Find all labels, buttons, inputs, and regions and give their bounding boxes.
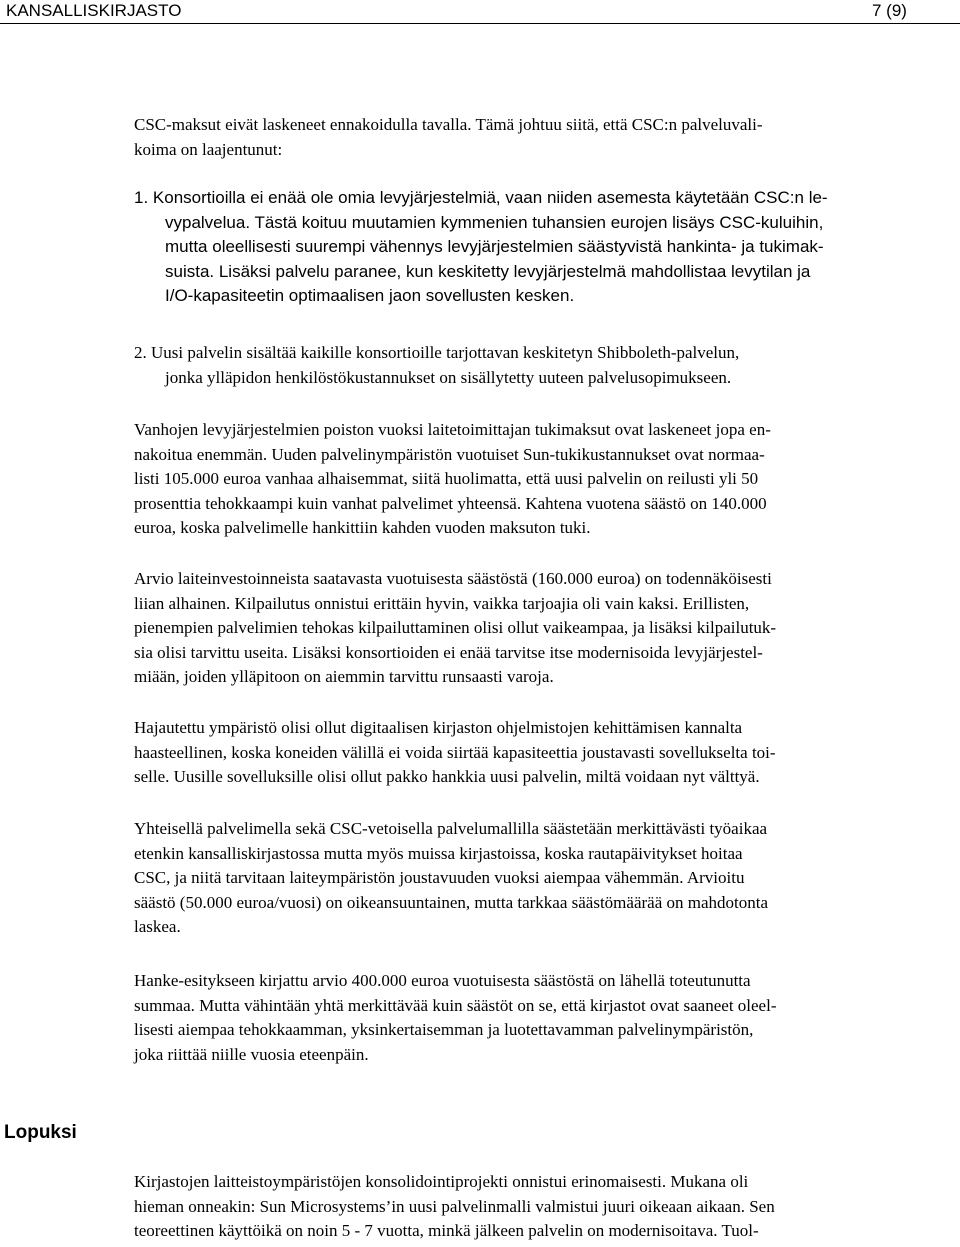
text-line: hieman onneakin: Sun Microsystems’in uusi palvelinmalli valmistui juuri oikeaan aikaan. Sen: [134, 1196, 775, 1216]
text-line: mutta oleellisesti suurempi vähennys levyjärjestelmien säästyvistä hankinta- ja tukimak-: [165, 237, 824, 256]
intro-paragraph: [134, 113, 956, 162]
header-title: KANSALLISKIRJASTO: [6, 1, 182, 20]
text-line: teoreettinen käyttöikä on noin 5 - 7 vuotta, minkä jälkeen palvelin on modernisoitava. Tuol-: [134, 1221, 759, 1240]
text-line: Yhteisellä palvelimella sekä CSC-vetoisella palvelumallilla säästetään merkittävästi työaikaa: [134, 819, 768, 838]
text-line: 2. Uusi palvelin sisältää kaikille konsortioille tarjottavan keskitetyn Shibboleth-palvelun,: [134, 343, 740, 362]
text-line: CSC, ja niitä tarvitaan laiteympäristön joustavuuden vuoksi aiempaa vähemmän. Arvioitu: [134, 868, 745, 887]
text-line: liian alhainen. Kilpailutus onnistui erittäin hyvin, vaikka tarjoajia oli vain kaksi. Erillisten,: [134, 593, 750, 613]
text-line: euroa, koska palvelimelle hankittiin kahden vuoden maksuton tuki.: [134, 518, 591, 537]
text-line: suista. Lisäksi palvelu paranee, kun keskitetty levyjärjestelmä mahdollistaa levytilan ja: [165, 261, 811, 281]
paragraph-yhteisella: [134, 817, 956, 940]
text-line: vypalvelua. Tästä koituu muutamien kymmenien tuhansien eurojen lisäys CSC-kuluihin,: [165, 212, 824, 232]
paragraph-hajautettu: [134, 716, 956, 790]
text-line: Hanke-esitykseen kirjattu arvio 400.000 euroa vuotuisesta säästöstä on lähellä toteutunutta: [134, 971, 751, 990]
text-line: CSC-maksut eivät laskeneet ennakoidulla tavalla. Tämä johtuu siitä, että CSC:n palveluvali-: [134, 115, 763, 134]
page-header: [0, 0, 960, 24]
text-line: Kirjastojen laitteistoympäristöjen konsolidointiprojekti onnistui erinomaisesti. Mukana oli: [134, 1172, 749, 1191]
section-heading-lopuksi: Lopuksi: [4, 1122, 77, 1143]
paragraph-hanke: [134, 969, 956, 1067]
text-line: Hajautettu ympäristö olisi ollut digitaalisen kirjaston ohjelmistojen kehittämisen kannalta: [134, 718, 743, 737]
text-line: 1. Konsortioilla ei enää ole omia levyjärjestelmiä, vaan niiden asemesta käytetään CSC:n le-: [134, 188, 828, 207]
text-line: lisesti aiempaa tehokkaamman, yksinkertaisemman ja luotettavamman palvelinympäristön,: [134, 1020, 754, 1039]
text-line: miään, joiden ylläpitoon on aiemmin tarvittu runsaasti varoja.: [134, 667, 554, 686]
text-line: etenkin kansalliskirjastossa mutta myös muissa kirjastoissa, koska rautapäivitykset hoitaa: [134, 843, 743, 863]
text-line: sia olisi tarvittu useita. Lisäksi konsortioiden ei enää tarvitse itse modernisoida levyjärjestel-: [134, 642, 763, 662]
list-item-1: [134, 186, 956, 309]
text-line: summaa. Mutta vähintään yhtä merkittävää kuin säästöt on se, että kirjastot ovat saaneet oleel-: [134, 995, 777, 1015]
text-line: säästö (50.000 euroa/vuosi) on oikeansuuntainen, mutta tarkkaa säästömäärää on mahdotonta: [134, 892, 769, 912]
header-divider: [0, 23, 960, 24]
text-line: haasteellinen, koska koneiden välillä ei voida siirtää kapasiteettia joustavasti sovellukselta toi-: [134, 742, 776, 762]
text-line: I/O-kapasiteetin optimaalisen jaon sovellusten kesken.: [165, 286, 575, 305]
text-line: selle. Uusille sovelluksille olisi ollut pakko hankkia uusi palvelin, miltä voidaan nyt välttyä.: [134, 767, 760, 786]
text-line: laskea.: [134, 917, 181, 936]
text-line: listi 105.000 euroa vanhaa alhaisemmat, siitä huolimatta, että uusi palvelin on reilusti yli 50: [134, 469, 759, 488]
paragraph-arvio: [134, 567, 956, 690]
page-number: 7 (9): [872, 1, 907, 20]
text-line: Arvio laiteinvestoinneista saatavasta vuotuisesta säästöstä (160.000 euroa) on todennäköisesti: [134, 569, 772, 588]
paragraph-lopuksi: [134, 1170, 956, 1244]
text-line: prosenttia tehokkaampi kuin vanhat palvelimet yhteensä. Kahtena vuotena säästö on 140.000: [134, 493, 767, 513]
text-line: Vanhojen levyjärjestelmien poiston vuoksi laitetoimittajan tukimaksut ovat laskeneet jopa en-: [134, 420, 771, 439]
text-line: koima on laajentunut:: [134, 139, 283, 159]
text-line: pienempien palvelimien tehokas kilpailuttaminen olisi ollut vaikeampaa, ja lisäksi kilpailutuk-: [134, 618, 777, 637]
text-line: jonka ylläpidon henkilöstökustannukset on sisällytetty uuteen palvelusopimukseen.: [165, 367, 732, 387]
text-line: nakoitua enemmän. Uuden palvelinympäristön vuotuiset Sun-tukikustannukset ovat normaa-: [134, 444, 765, 464]
text-line: joka riittää niille vuosia eteenpäin.: [134, 1044, 369, 1064]
paragraph-vanhojen: [134, 418, 956, 541]
list-item-2: [134, 341, 956, 390]
